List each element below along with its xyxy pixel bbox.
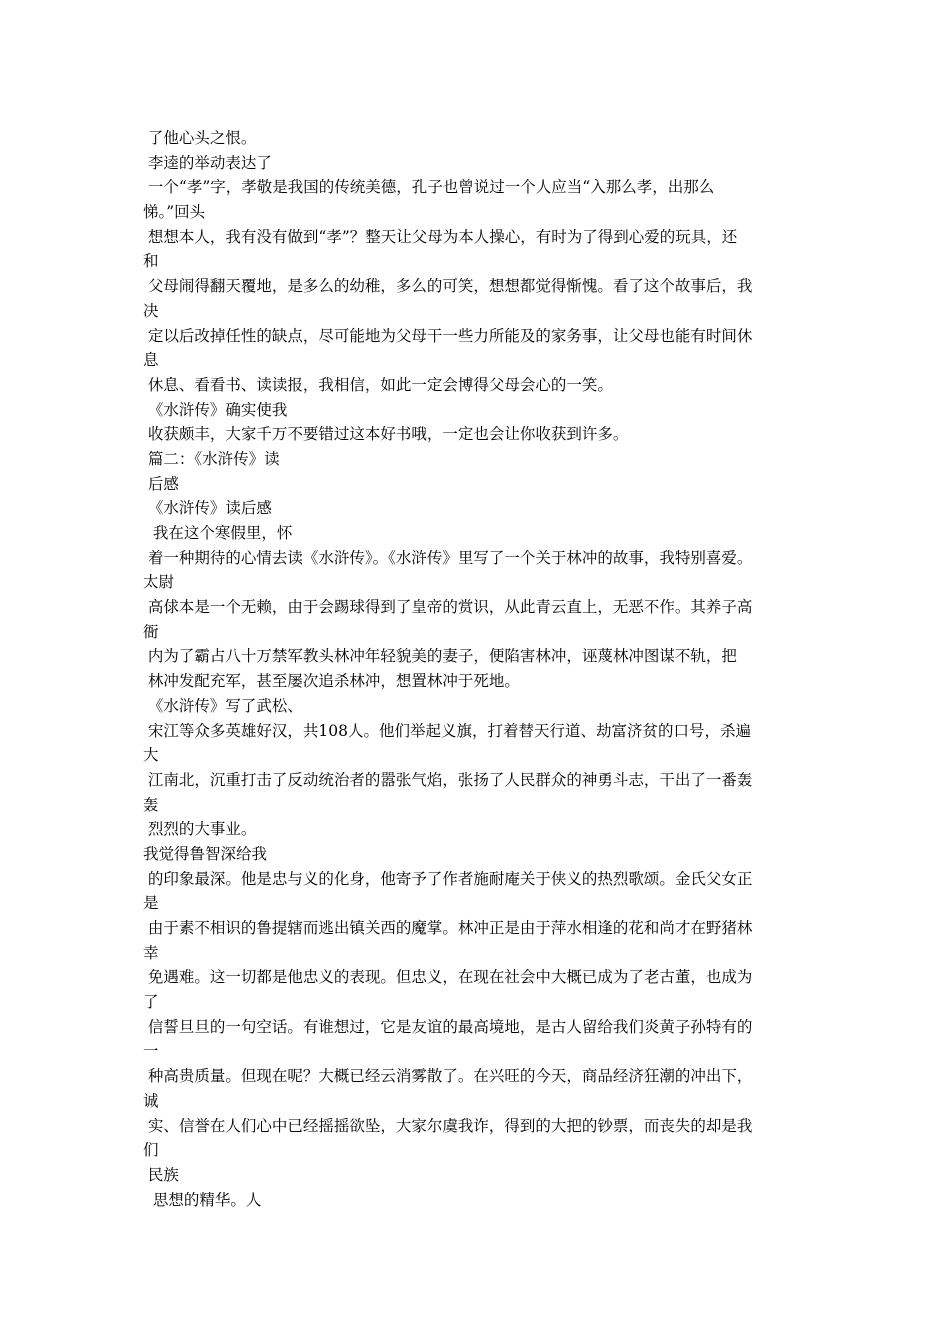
text-line: 宋江等众多英雄好汉，共108人。他们举起义旗，打着替天行道、劫富济贫的口号，杀遍 — [143, 721, 752, 740]
text-line: 民族 — [143, 1165, 179, 1184]
essay-title: 《水浒传》读后感 — [143, 499, 272, 518]
text-line: 我在这个寒假里，怀 — [143, 524, 293, 542]
text-line: 免遇难。这一切都是他忠义的表现。但忠义，在现在社会中大概已成为了老古董，也成为 — [143, 968, 753, 987]
text-line: 决 — [143, 301, 159, 320]
text-line: 了他心头之恨。 — [143, 129, 257, 147]
text-line: 和 — [143, 252, 159, 271]
text-line: 由于素不相识的鲁提辖而逃出镇关西的魔掌。林冲正是由于萍水相逢的花和尚才在野猪林 — [143, 919, 753, 937]
text-line: 李逵的举动表达了 — [143, 153, 272, 172]
text-line: 息 — [143, 351, 159, 370]
text-line: 是 — [143, 894, 159, 913]
text-line: 着一种期待的心情去读《水浒传》。《水浒传》里写了一个关于林冲的故事，我特别喜爱。 — [143, 548, 753, 567]
text-line: 内为了霸占八十万禁军教头林冲年轻貌美的妻子，便陷害林冲，诬蔑林冲图谋不轨，把 — [143, 647, 737, 666]
text-line: 父母闹得翻天覆地，是多么的幼稚，多么的可笑，想想都觉得惭愧。看了这个故事后，我 — [143, 277, 753, 296]
text-line: 的印象最深。他是忠与义的化身，他寄予了作者施耐庵关于侠义的热烈歌颂。金氏父女正 — [143, 869, 753, 888]
text-line: 诚 — [143, 1091, 159, 1110]
text-line: 收获颇丰，大家千万不要错过这本好书哦，一定也会让你收获到许多。 — [143, 425, 629, 444]
text-line: 太尉 — [143, 573, 175, 592]
text-line: 林冲发配充军，甚至屡次追杀林冲，想置林冲于死地。 — [143, 672, 520, 691]
text-line: 一 — [143, 1042, 159, 1061]
text-line: 思想的精华。人 — [143, 1190, 262, 1209]
text-line: 江南北，沉重打击了反动统治者的嚣张气焰，张扬了人民群众的神勇斗志，干出了一番轰 — [143, 770, 753, 789]
text-line: 我觉得鲁智深给我 — [143, 844, 268, 863]
text-line: 休息、看看书、读读报，我相信，如此一定会博得父母会心的一笑。 — [143, 375, 613, 394]
text-line: 大 — [143, 746, 159, 765]
text-line: 悌。”回头 — [143, 203, 206, 222]
text-line: 了 — [143, 993, 159, 1012]
text-line: 高俅本是一个无赖，由于会踢球得到了皇帝的赏识，从此青云直上，无恶不作。其养子高 — [143, 598, 753, 617]
text-line: 轰 — [143, 795, 159, 814]
text-line: 种高贵质量。但现在呢？大概已经云消雾散了。在兴旺的今天，商品经济狂潮的冲出下， — [143, 1067, 753, 1086]
section-heading: 篇二：《水浒传》读 — [143, 449, 280, 468]
text-line: 《水浒传》确实使我 — [143, 400, 288, 419]
text-line: 们 — [143, 1141, 159, 1160]
section-heading: 后感 — [143, 474, 179, 493]
document-body — [143, 126, 823, 1212]
text-line: 想想本人，我有没有做到“孝”？整天让父母为本人操心，有时为了得到心爱的玩具，还 — [143, 227, 738, 246]
text-line: 衙 — [143, 622, 159, 641]
text-line: 实、信誉在人们心中已经摇摇欲坠，大家尔虞我诈，得到的大把的钞票，而丧失的却是我 — [143, 1116, 753, 1135]
text-line: 《水浒传》写了武松、 — [143, 696, 303, 715]
text-line: 信誓旦旦的一句空话。有谁想过，它是友谊的最高境地，是古人留给我们炎黄子孙特有的 — [143, 1017, 753, 1036]
text-line: 一个“孝”字，孝敬是我国的传统美德，孔子也曾说过一个人应当“入那么孝，出那么 — [143, 178, 715, 197]
text-line: 幸 — [143, 943, 159, 962]
text-line: 定以后改掉任性的缺点，尽可能地为父母干一些力所能及的家务事，让父母也能有时间休 — [143, 326, 753, 345]
text-line: 烈烈的大事业。 — [143, 820, 257, 839]
